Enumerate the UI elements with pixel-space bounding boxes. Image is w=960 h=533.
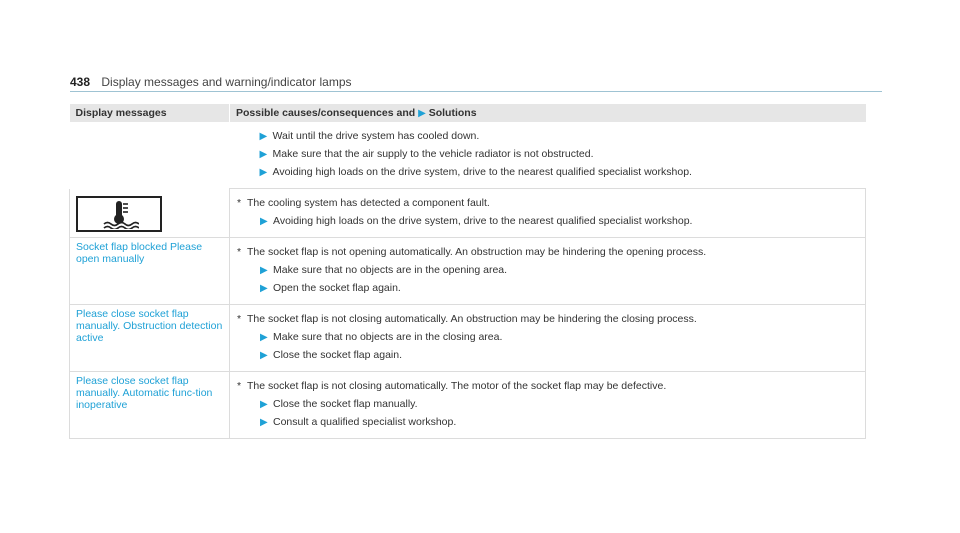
cause-text: The socket flap is not closing automatically. An obstruction may be hindering the closing process. xyxy=(247,313,697,325)
cause-bullet: * xyxy=(237,313,242,325)
solution-text: Make sure that no objects are in the opening area. xyxy=(273,264,508,276)
table-body xyxy=(70,122,866,439)
cause-text: The cooling system has detected a component fault. xyxy=(247,197,490,209)
display-message-cell xyxy=(70,238,230,305)
solution-arrow-icon: ▶ xyxy=(259,149,268,160)
cause-bullet: * xyxy=(237,246,242,258)
solution-arrow-icon: ▶ xyxy=(260,265,268,276)
solution-step xyxy=(236,416,859,429)
table-header-row xyxy=(70,104,866,122)
display-message-text: Socket flap blocked Please open manually xyxy=(76,241,203,265)
page-number: 438 xyxy=(70,75,91,89)
column-header-display-messages: Display messages xyxy=(70,104,230,122)
cause-item xyxy=(236,313,859,326)
display-message-cell xyxy=(70,372,230,439)
solution-step xyxy=(236,331,859,344)
solution-text: Make sure that no objects are in the closing area. xyxy=(273,331,503,343)
coolant-temperature-icon xyxy=(76,196,162,232)
column-header-causes-solutions xyxy=(230,104,866,122)
cause-text: The socket flap is not closing automatically. The motor of the socket flap may be defective. xyxy=(247,380,667,392)
solution-text: Close the socket flap manually. xyxy=(273,398,418,410)
table-row xyxy=(70,372,866,439)
thermometer-waves-icon xyxy=(99,199,139,229)
solution-step xyxy=(236,282,859,295)
solution-text: Wait until the drive system has cooled down. xyxy=(272,130,480,142)
solution-step xyxy=(236,264,859,277)
solution-arrow-icon: ▶ xyxy=(260,350,268,361)
solution-step xyxy=(236,166,860,179)
table-row xyxy=(70,122,866,189)
solution-text: Open the socket flap again. xyxy=(273,282,401,294)
display-message-text: Please close socket flap manually. Obstruction detection active xyxy=(76,308,223,344)
page-title: Display messages and warning/indicator lamps xyxy=(101,75,352,89)
solution-step xyxy=(236,148,860,161)
table-row xyxy=(70,238,866,305)
display-message-cell xyxy=(70,305,230,372)
header-causes-label: Possible causes/consequences and xyxy=(236,107,416,119)
causes-solutions-cell xyxy=(230,238,866,305)
solution-step xyxy=(236,349,859,362)
cause-bullet: * xyxy=(237,197,242,209)
display-messages-table xyxy=(69,104,866,439)
header-solutions-label: Solutions xyxy=(428,107,477,119)
cause-item xyxy=(236,197,859,210)
causes-solutions-cell xyxy=(230,189,866,238)
header-rule xyxy=(70,91,882,92)
solution-text: Consult a qualified specialist workshop. xyxy=(273,416,457,428)
causes-solutions-cell xyxy=(230,305,866,372)
cause-bullet: * xyxy=(237,380,242,392)
solution-arrow-icon: ▶ xyxy=(260,399,268,410)
solution-step xyxy=(236,130,860,143)
solution-arrow-icon: ▶ xyxy=(418,108,426,119)
solution-text: Close the socket flap again. xyxy=(273,349,402,361)
page-header xyxy=(70,75,882,93)
cause-item xyxy=(236,246,859,259)
solution-arrow-icon: ▶ xyxy=(260,417,268,428)
display-message-cell xyxy=(70,122,230,189)
solution-text: Avoiding high loads on the drive system, drive to the nearest qualified specialist workshop. xyxy=(272,166,692,178)
solution-text: Make sure that the air supply to the vehicle radiator is not obstructed. xyxy=(272,148,594,160)
causes-solutions-cell xyxy=(230,372,866,439)
table-row xyxy=(70,305,866,372)
table-row xyxy=(70,189,866,238)
solution-arrow-icon: ▶ xyxy=(260,332,268,343)
solution-arrow-icon: ▶ xyxy=(259,131,268,142)
solution-arrow-icon: ▶ xyxy=(259,167,268,178)
solution-text: Avoiding high loads on the drive system, drive to the nearest qualified specialist workshop. xyxy=(273,215,693,227)
display-message-cell xyxy=(70,189,230,238)
display-message-text: Please close socket flap manually. Automatic func-tion inoperative xyxy=(76,375,213,411)
causes-solutions-cell xyxy=(230,122,866,189)
cause-text: The socket flap is not opening automatically. An obstruction may be hindering the opening process. xyxy=(247,246,707,258)
solution-arrow-icon: ▶ xyxy=(260,283,268,294)
cause-item xyxy=(236,380,859,393)
solution-step xyxy=(236,215,859,228)
solution-step xyxy=(236,398,859,411)
solution-arrow-icon: ▶ xyxy=(260,216,268,227)
